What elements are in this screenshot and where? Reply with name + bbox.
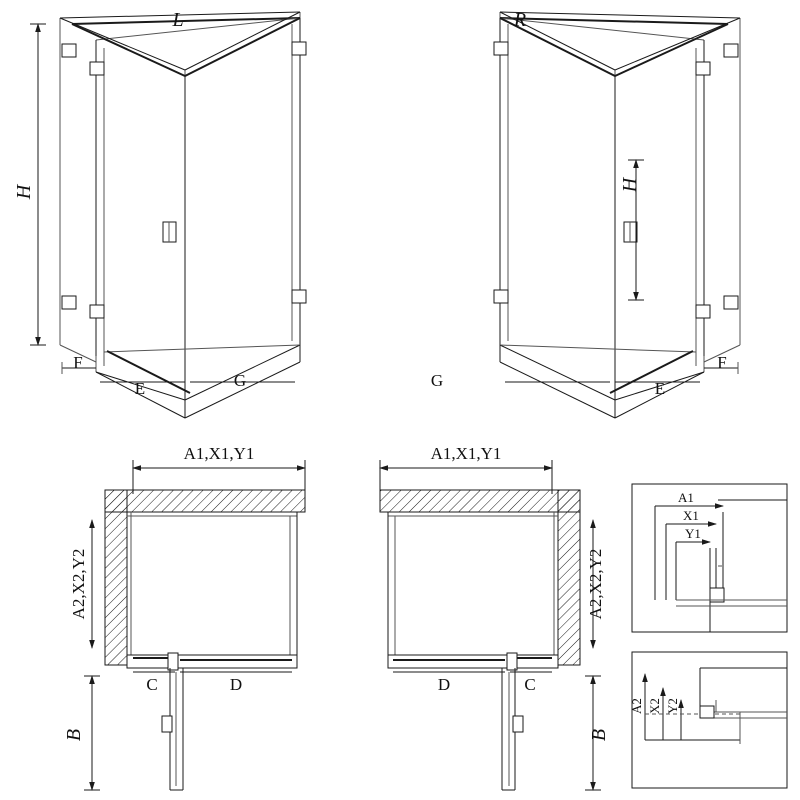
iso-view-left: [30, 12, 306, 418]
plan-right-dim-d: D: [437, 675, 451, 694]
plan-right-swing-dim: B: [588, 728, 610, 742]
iso-view-right: [494, 12, 740, 418]
dim-label-f-left: F: [73, 353, 83, 372]
plan-left-side-dim: A2,X2,Y2: [69, 548, 88, 620]
detail-top-dim-a1: A1: [678, 490, 694, 505]
detail-bottom-dim-x2: X2: [647, 698, 662, 714]
dim-label-f-right: F: [717, 353, 727, 372]
plan-view-left: [84, 460, 305, 790]
plan-right-side-dim: A2,X2,Y2: [586, 548, 605, 620]
plan-left-dim-c: C: [146, 675, 158, 694]
dim-label-g-right: G: [430, 371, 444, 390]
dim-label-e-right: E: [654, 379, 666, 398]
handing-label-right: R: [513, 9, 527, 31]
detail-top-dim-x1: X1: [683, 508, 699, 523]
plan-right-dim-c: C: [524, 675, 536, 694]
height-label-left: H: [13, 184, 35, 200]
detail-bottom-dim-a2: A2: [629, 698, 644, 714]
plan-right-top-dim: A1,X1,Y1: [430, 444, 502, 463]
plan-left-dim-d: D: [229, 675, 243, 694]
plan-left-swing-dim: B: [63, 728, 85, 742]
detail-view-bottom: [632, 652, 787, 788]
detail-bottom-dim-y2: Y2: [665, 698, 680, 714]
dim-label-e-left: E: [134, 379, 146, 398]
detail-top-dim-y1: Y1: [685, 526, 701, 541]
detail-view-top: [632, 484, 787, 632]
plan-view-right: [380, 460, 601, 790]
dim-label-g-left: G: [233, 371, 247, 390]
height-label-right: H: [619, 177, 641, 193]
handing-label-left: L: [172, 9, 184, 31]
plan-left-top-dim: A1,X1,Y1: [183, 444, 255, 463]
